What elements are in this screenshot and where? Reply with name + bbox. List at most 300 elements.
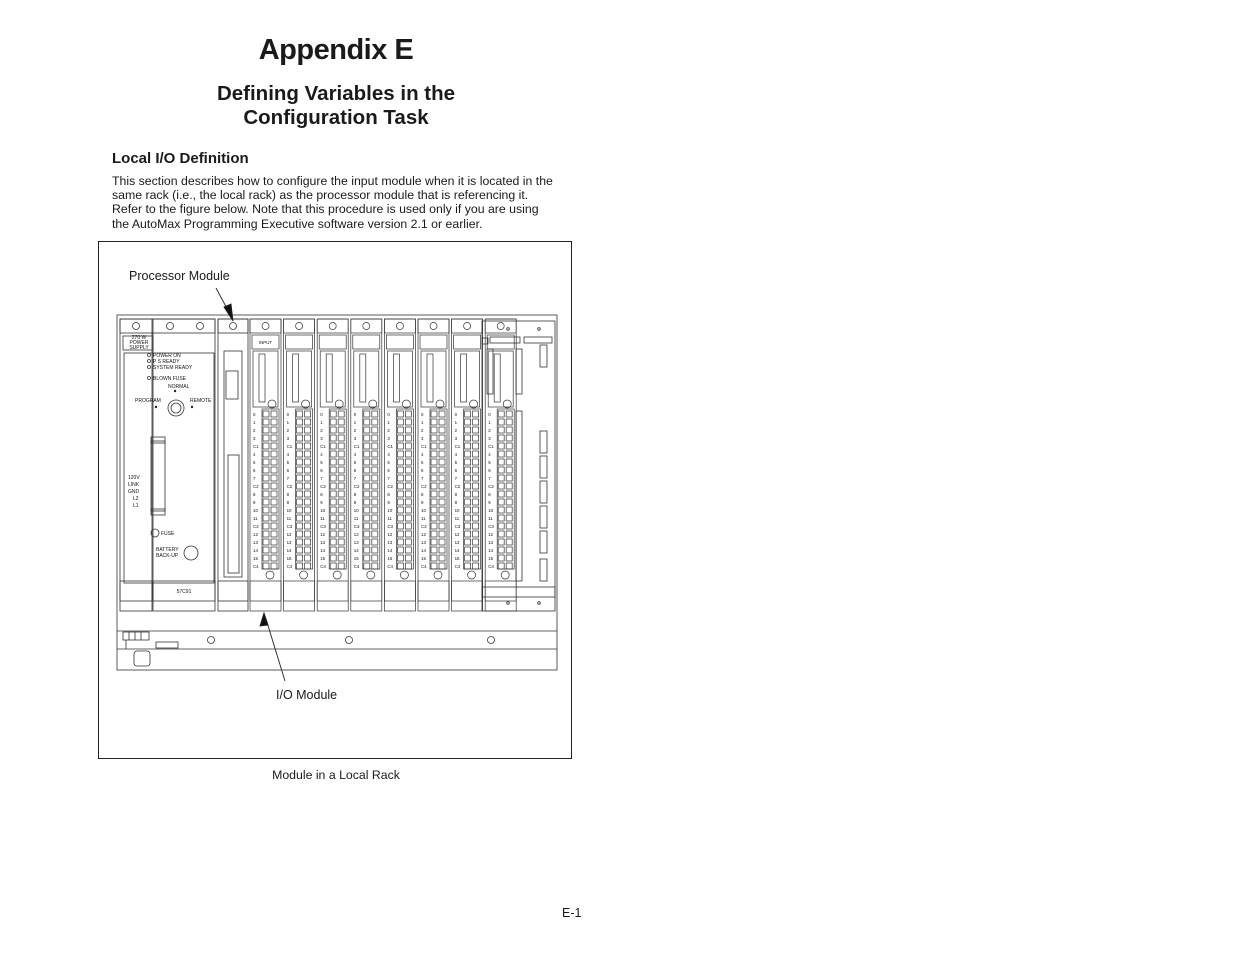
terminal-screw: [271, 539, 277, 545]
ps-switch-program: PROGRAM: [135, 398, 161, 404]
terminal-number: 6: [421, 468, 424, 473]
terminal-screw: [372, 435, 378, 441]
terminal-screw: [431, 483, 437, 489]
terminal-number: C1: [421, 444, 427, 449]
terminal-screw: [271, 491, 277, 497]
terminal-screw: [397, 515, 403, 521]
terminal-screw: [465, 435, 471, 441]
terminal-screw: [305, 467, 311, 473]
io-module: [384, 319, 415, 611]
terminal-screw: [330, 499, 336, 505]
terminal-screw: [364, 419, 370, 425]
terminal-number: 14: [421, 548, 426, 553]
terminal-number: C4: [253, 564, 259, 569]
terminal-screw: [271, 499, 277, 505]
ps-led-ps-ready: P S READY: [153, 359, 180, 365]
terminal-screw: [473, 547, 479, 553]
ps-battery-line-1: BATTERY: [156, 547, 179, 553]
terminal-number: 14: [454, 548, 460, 553]
terminal-screw: [263, 467, 269, 473]
terminal-screw: [372, 547, 378, 553]
terminal-screw: [364, 539, 370, 545]
terminal-number: 0: [454, 412, 458, 417]
terminal-number: 11: [286, 516, 292, 521]
terminal-screw: [364, 555, 370, 561]
terminal-screw: [431, 507, 437, 513]
terminal-screw: [297, 507, 303, 513]
terminal-screw: [364, 507, 370, 513]
terminal-screw: [498, 515, 504, 521]
terminal-screw: [473, 435, 479, 441]
terminal-screw: [297, 539, 303, 545]
terminal-screw: [506, 419, 512, 425]
terminal-screw: [439, 427, 445, 433]
terminal-screw: [473, 523, 479, 529]
terminal-screw: [297, 547, 303, 553]
terminal-screw: [338, 451, 344, 457]
terminal-screw: [465, 443, 471, 449]
terminal-number: 11: [387, 516, 392, 521]
terminal-screw: [263, 443, 269, 449]
terminal-screw: [372, 515, 378, 521]
terminal-number: 14: [286, 548, 292, 553]
terminal-number: 0: [387, 412, 390, 417]
terminal-screw: [364, 451, 370, 457]
terminal-screw: [271, 523, 277, 529]
page-number: E-1: [562, 906, 582, 920]
terminal-screw: [397, 483, 403, 489]
terminal-number: 4: [421, 452, 424, 457]
terminal-number: C2: [454, 484, 461, 489]
terminal-number: 14: [387, 548, 393, 553]
terminal-screw: [465, 499, 471, 505]
terminal-screw: [506, 467, 512, 473]
terminal-screw: [439, 419, 445, 425]
terminal-screw: [297, 459, 303, 465]
terminal-screw: [372, 555, 378, 561]
terminal-screw: [330, 483, 336, 489]
terminal-number: 7: [454, 476, 458, 481]
terminal-number: C4: [488, 564, 494, 569]
terminal-number: C2: [387, 484, 394, 489]
terminal-number: 7: [286, 476, 290, 481]
terminal-screw: [297, 563, 303, 569]
section-heading: Local I/O Definition: [112, 150, 249, 167]
terminal-number: 9: [454, 500, 458, 505]
terminal-number: 6: [488, 468, 491, 473]
terminal-screw: [397, 491, 403, 497]
terminal-number: C1: [387, 444, 394, 449]
terminal-number: 2: [421, 428, 424, 433]
terminal-screw: [372, 459, 378, 465]
ps-terminal-gnd: GND: [128, 489, 140, 495]
terminal-screw: [506, 451, 512, 457]
io-module: [250, 319, 281, 611]
terminal-screw: [465, 523, 471, 529]
terminal-screw: [473, 443, 479, 449]
terminal-number: 9: [253, 500, 256, 505]
terminal-screw: [506, 539, 512, 545]
terminal-number: 11: [488, 516, 493, 521]
terminal-screw: [405, 531, 411, 537]
terminal-number: C3: [320, 524, 326, 529]
terminal-screw: [271, 515, 277, 521]
terminal-screw: [338, 435, 344, 441]
terminal-screw: [431, 563, 437, 569]
io-module-group: [250, 319, 516, 611]
terminal-number: 15: [320, 556, 326, 561]
terminal-screw: [506, 523, 512, 529]
terminal-screw: [338, 419, 344, 425]
terminal-screw: [338, 475, 344, 481]
terminal-number: 13: [353, 540, 359, 545]
terminal-number: 1: [421, 420, 424, 425]
terminal-screw: [431, 555, 437, 561]
terminal-screw: [465, 563, 471, 569]
terminal-number: 8: [387, 492, 390, 497]
terminal-number: 1: [253, 420, 256, 425]
terminal-screw: [263, 427, 269, 433]
terminal-screw: [439, 531, 445, 537]
terminal-screw: [498, 467, 504, 473]
terminal-number: 4: [253, 452, 256, 457]
terminal-screw: [263, 531, 269, 537]
terminal-number: 0: [320, 412, 323, 417]
terminal-screw: [473, 531, 479, 537]
terminal-number: 8: [454, 492, 458, 497]
terminal-screw: [305, 411, 311, 417]
terminal-screw: [397, 499, 403, 505]
terminal-number: 0: [353, 412, 357, 417]
terminal-number: 1: [320, 420, 323, 425]
terminal-number: 10: [454, 508, 460, 513]
terminal-screw: [330, 547, 336, 553]
terminal-number: 10: [286, 508, 292, 513]
terminal-number: 12: [387, 532, 393, 537]
terminal-number: C3: [454, 524, 461, 529]
terminal-screw: [271, 563, 277, 569]
terminal-screw: [506, 563, 512, 569]
terminal-screw: [305, 427, 311, 433]
rack-illustration: [98, 241, 574, 761]
terminal-number: 2: [253, 428, 256, 433]
terminal-number: 9: [353, 500, 357, 505]
terminal-number: 13: [421, 540, 426, 545]
terminal-number: C1: [253, 444, 259, 449]
terminal-number: 15: [353, 556, 359, 561]
terminal-number: 3: [286, 436, 290, 441]
terminal-screw: [364, 523, 370, 529]
terminal-screw: [297, 411, 303, 417]
terminal-screw: [263, 547, 269, 553]
terminal-screw: [506, 411, 512, 417]
terminal-number: 7: [253, 476, 256, 481]
terminal-number: 2: [353, 428, 357, 433]
terminal-screw: [305, 475, 311, 481]
terminal-number: 5: [454, 460, 458, 465]
terminal-number: 9: [387, 500, 390, 505]
terminal-screw: [364, 427, 370, 433]
terminal-number: 6: [387, 468, 390, 473]
terminal-number: 12: [286, 532, 292, 537]
terminal-screw: [263, 499, 269, 505]
terminal-screw: [364, 515, 370, 521]
terminal-screw: [364, 467, 370, 473]
terminal-number: 9: [286, 500, 290, 505]
terminal-screw: [473, 539, 479, 545]
terminal-screw: [439, 523, 445, 529]
terminal-screw: [473, 475, 479, 481]
terminal-screw: [297, 427, 303, 433]
body-line: the AutoMax Programming Executive software version 2.1 or earlier.: [112, 216, 483, 231]
terminal-screw: [439, 475, 445, 481]
terminal-number: 15: [488, 556, 494, 561]
terminal-number: 12: [320, 532, 326, 537]
terminal-screw: [263, 435, 269, 441]
terminal-screw: [305, 555, 311, 561]
ps-switch-remote: REMOTE: [190, 398, 212, 404]
terminal-screw: [506, 499, 512, 505]
terminal-screw: [473, 427, 479, 433]
terminal-screw: [330, 507, 336, 513]
terminal-screw: [405, 539, 411, 545]
terminal-number: 5: [320, 460, 323, 465]
terminal-screw: [439, 515, 445, 521]
terminal-number: 13: [488, 540, 494, 545]
terminal-number: 3: [253, 436, 256, 441]
terminal-screw: [271, 467, 277, 473]
terminal-screw: [263, 491, 269, 497]
terminal-screw: [431, 459, 437, 465]
terminal-screw: [330, 443, 336, 449]
terminal-screw: [465, 515, 471, 521]
terminal-screw: [397, 459, 403, 465]
terminal-number: 14: [488, 548, 494, 553]
terminal-screw: [465, 531, 471, 537]
terminal-number: 12: [253, 532, 258, 537]
terminal-screw: [498, 555, 504, 561]
terminal-screw: [338, 539, 344, 545]
terminal-screw: [297, 467, 303, 473]
terminal-screw: [397, 531, 403, 537]
terminal-number: 10: [253, 508, 258, 513]
terminal-screw: [305, 459, 311, 465]
terminal-screw: [498, 451, 504, 457]
terminal-screw: [506, 547, 512, 553]
terminal-number: 1: [387, 420, 390, 425]
terminal-number: 14: [320, 548, 326, 553]
terminal-screw: [330, 475, 336, 481]
terminal-screw: [372, 483, 378, 489]
terminal-number: 8: [320, 492, 323, 497]
terminal-number: C3: [387, 524, 394, 529]
terminal-screw: [439, 459, 445, 465]
terminal-screw: [338, 507, 344, 513]
ps-title-line-2: POWER: [129, 340, 149, 346]
terminal-screw: [330, 467, 336, 473]
terminal-screw: [305, 419, 311, 425]
terminal-screw: [473, 491, 479, 497]
terminal-screw: [297, 531, 303, 537]
terminal-number: 12: [488, 532, 494, 537]
terminal-screw: [297, 419, 303, 425]
terminal-screw: [431, 475, 437, 481]
terminal-screw: [330, 451, 336, 457]
terminal-screw: [364, 531, 370, 537]
terminal-screw: [506, 459, 512, 465]
terminal-number: 9: [421, 500, 424, 505]
terminal-screw: [271, 411, 277, 417]
terminal-screw: [397, 475, 403, 481]
terminal-screw: [498, 523, 504, 529]
terminal-number: C1: [286, 444, 293, 449]
terminal-number: C4: [353, 564, 360, 569]
terminal-screw: [305, 563, 311, 569]
terminal-number: 1: [286, 420, 290, 425]
terminal-screw: [338, 459, 344, 465]
terminal-screw: [506, 435, 512, 441]
terminal-screw: [397, 427, 403, 433]
terminal-screw: [431, 427, 437, 433]
terminal-screw: [305, 547, 311, 553]
terminal-screw: [271, 507, 277, 513]
terminal-number: 0: [286, 412, 290, 417]
terminal-screw: [465, 507, 471, 513]
terminal-screw: [263, 419, 269, 425]
terminal-screw: [473, 419, 479, 425]
terminal-screw: [372, 507, 378, 513]
terminal-screw: [397, 435, 403, 441]
terminal-screw: [439, 443, 445, 449]
ps-led-power-on: POWER ON: [153, 353, 181, 359]
terminal-screw: [338, 443, 344, 449]
terminal-screw: [330, 539, 336, 545]
terminal-screw: [405, 419, 411, 425]
terminal-number: 7: [421, 476, 424, 481]
terminal-number: 0: [421, 412, 424, 417]
terminal-screw: [338, 531, 344, 537]
terminal-screw: [271, 459, 277, 465]
terminal-screw: [263, 555, 269, 561]
terminal-screw: [397, 555, 403, 561]
terminal-screw: [405, 427, 411, 433]
terminal-screw: [330, 531, 336, 537]
terminal-number: 5: [253, 460, 256, 465]
terminal-screw: [263, 515, 269, 521]
terminal-number: 12: [421, 532, 426, 537]
terminal-number: 12: [454, 532, 460, 537]
terminal-screw: [397, 467, 403, 473]
terminal-screw: [263, 483, 269, 489]
terminal-number: C1: [320, 444, 326, 449]
ps-title-line-1: 270 W: [131, 335, 147, 341]
terminal-screw: [397, 563, 403, 569]
terminal-screw: [498, 411, 504, 417]
terminal-screw: [439, 467, 445, 473]
terminal-number: C3: [488, 524, 494, 529]
terminal-number: C3: [286, 524, 293, 529]
io-module-label: INPUT: [258, 340, 273, 345]
terminal-number: 6: [286, 468, 290, 473]
terminal-number: 4: [286, 452, 290, 457]
ps-led-system-ready: SYSTEM READY: [153, 365, 193, 371]
io-module: [351, 319, 382, 611]
terminal-screw: [364, 475, 370, 481]
terminal-screw: [364, 435, 370, 441]
terminal-screw: [263, 451, 269, 457]
terminal-number: 4: [454, 452, 458, 457]
figure-caption: Module in a Local Rack: [272, 768, 400, 782]
terminal-number: C2: [286, 484, 293, 489]
terminal-number: 7: [353, 476, 357, 481]
terminal-number: 11: [454, 516, 460, 521]
terminal-screw: [498, 483, 504, 489]
terminal-screw: [405, 443, 411, 449]
terminal-screw: [473, 467, 479, 473]
terminal-screw: [305, 507, 311, 513]
terminal-screw: [405, 515, 411, 521]
terminal-screw: [271, 483, 277, 489]
terminal-screw: [431, 419, 437, 425]
terminal-number: C4: [286, 564, 293, 569]
terminal-screw: [372, 523, 378, 529]
terminal-screw: [498, 443, 504, 449]
terminal-number: 15: [286, 556, 292, 561]
terminal-number: 14: [253, 548, 258, 553]
terminal-number: 5: [488, 460, 491, 465]
terminal-number: 15: [421, 556, 426, 561]
terminal-screw: [338, 483, 344, 489]
terminal-number: 0: [253, 412, 256, 417]
terminal-screw: [465, 475, 471, 481]
terminal-screw: [473, 507, 479, 513]
terminal-screw: [397, 419, 403, 425]
terminal-screw: [271, 475, 277, 481]
terminal-screw: [338, 563, 344, 569]
terminal-screw: [506, 507, 512, 513]
terminal-number: 11: [320, 516, 325, 521]
terminal-screw: [364, 459, 370, 465]
terminal-number: 6: [353, 468, 357, 473]
terminal-screw: [473, 459, 479, 465]
terminal-screw: [297, 443, 303, 449]
terminal-screw: [397, 411, 403, 417]
ps-part-number: 57C91: [176, 589, 192, 595]
terminal-screw: [297, 451, 303, 457]
terminal-number: 6: [253, 468, 256, 473]
terminal-screw: [439, 499, 445, 505]
terminal-screw: [405, 499, 411, 505]
terminal-screw: [372, 419, 378, 425]
terminal-screw: [263, 563, 269, 569]
terminal-screw: [465, 467, 471, 473]
body-line: same rack (i.e., the local rack) as the processor module that is referencing it.: [112, 188, 529, 203]
terminal-screw: [330, 459, 336, 465]
terminal-number: 5: [421, 460, 424, 465]
terminal-screw: [405, 483, 411, 489]
terminal-screw: [297, 515, 303, 521]
ps-switch-normal: NORMAL: [168, 384, 190, 390]
terminal-screw: [431, 467, 437, 473]
terminal-screw: [498, 539, 504, 545]
terminal-screw: [271, 547, 277, 553]
terminal-screw: [506, 555, 512, 561]
io-module: [284, 319, 315, 611]
terminal-number: C3: [253, 524, 259, 529]
terminal-number: 2: [286, 428, 290, 433]
terminal-number: 1: [353, 420, 357, 425]
ps-battery-line-2: BACK-UP: [156, 553, 179, 559]
